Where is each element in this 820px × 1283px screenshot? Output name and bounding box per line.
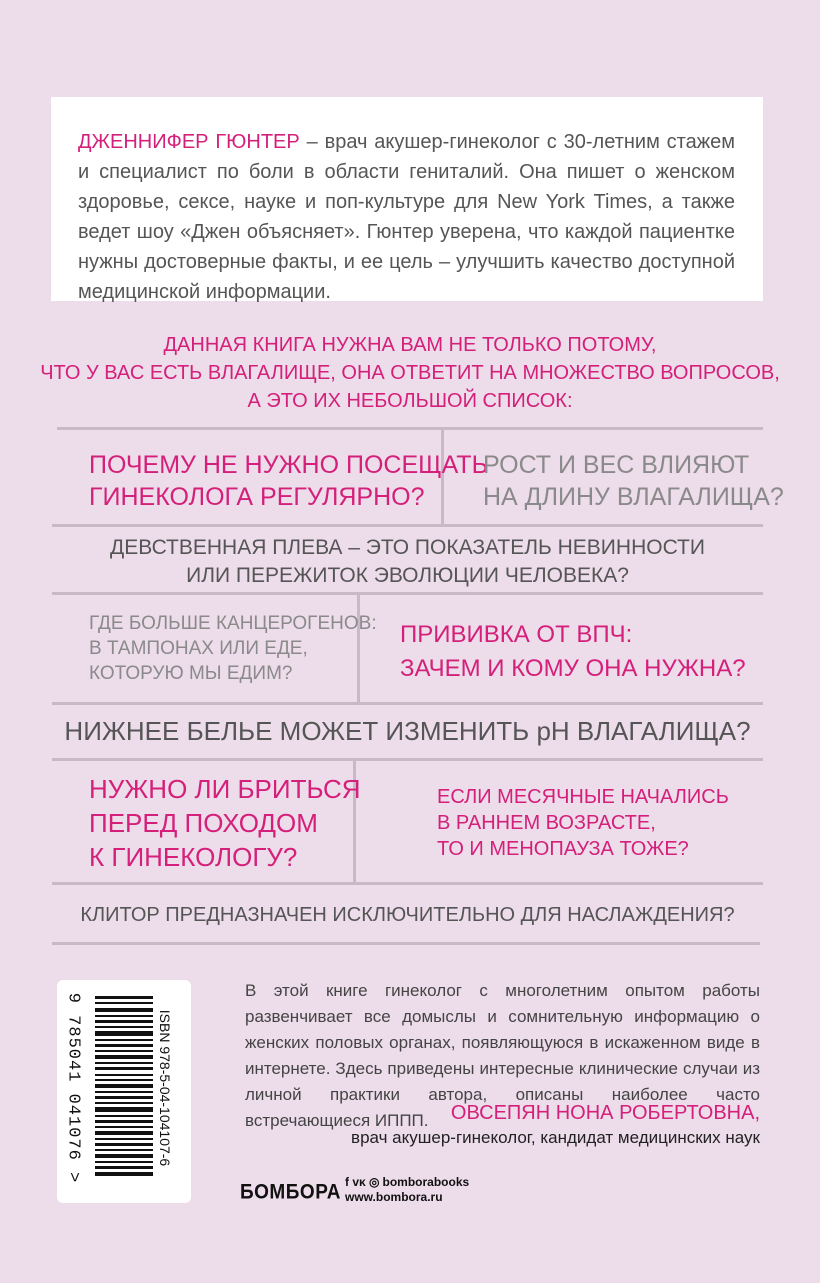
isbn-barcode [57, 980, 191, 1203]
author-name: ДЖЕННИФЕР ГЮНТЕР [78, 131, 300, 153]
review-text: В этой книге гинеколог с многолетним опытом работы развенчивает все домыслы и сомнительную информацию о женских половых органах, появляющуюся в искаженном виде в интернете. Здесь приведены интересные клинические случаи из личной практики автора, описаны наиболее часто встречающиеся ИППП. [245, 981, 760, 1130]
isbn-number: ISBN 978-5-04-104107-6 [157, 1009, 173, 1167]
question-line: ПРИВИВКА ОТ ВПЧ: [400, 621, 633, 648]
divider-line [57, 427, 763, 430]
divider-line [52, 758, 763, 761]
question-line: КОТОРУЮ МЫ ЕДИМ? [89, 663, 293, 684]
barcode-icon [95, 996, 153, 1176]
publisher-social [345, 1175, 469, 1205]
question-line: ГДЕ БОЛЬШЕ КАНЦЕРОГЕНОВ: [89, 613, 377, 634]
publisher-logo: БОМБОРА [240, 1180, 341, 1204]
question-line: ИЛИ ПЕРЕЖИТОК ЭВОЛЮЦИИ ЧЕЛОВЕКА? [186, 564, 629, 587]
publisher-site: www.bombora.ru [345, 1190, 443, 1204]
question-line: В РАННЕМ ВОЗРАСТЕ, [437, 812, 656, 834]
intro-line: А ЭТО ИХ НЕБОЛЬШОЙ СПИСОК: [247, 390, 573, 412]
intro-line: ДАННАЯ КНИГА НУЖНА ВАМ НЕ ТОЛЬКО ПОТОМУ, [163, 334, 657, 356]
social-icons: f ᴠᴋ ◎ [345, 1175, 380, 1189]
question-hymen [52, 534, 763, 590]
question-clitoris: КЛИТОР ПРЕДНАЗНАЧЕН ИСКЛЮЧИТЕЛЬНО ДЛЯ НАСЛАЖДЕНИЯ? [80, 904, 735, 926]
question-gynecologist-visits [89, 449, 488, 513]
social-handle: bomborabooks [382, 1175, 470, 1189]
question-carcinogens [89, 611, 377, 686]
intro-line: ЧТО У ВАС ЕСТЬ ВЛАГАЛИЩЕ, ОНА ОТВЕТИТ НА МНОЖЕСТВО ВОПРОСОВ, [40, 362, 780, 384]
question-line: ПОЧЕМУ НЕ НУЖНО ПОСЕЩАТЬ [89, 451, 488, 479]
question-menopause [437, 784, 729, 862]
question-line: ЕСЛИ МЕСЯЧНЫЕ НАЧАЛИСЬ [437, 786, 729, 808]
review-author: ОВСЕПЯН НОНА РОБЕРТОВНА, [450, 1102, 760, 1124]
question-line: РОСТ И ВЕС ВЛИЯЮТ [483, 451, 750, 479]
question-hpv-vaccine [400, 618, 746, 686]
author-bio-text: – врач акушер-гинеколог с 30-летним стажем и специалист по боли в области гениталий. Она пишет о женском здоровье, сексе, науке и поп-культуре для New York Times, а также ведет шоу «Джен объясняет». Гюнтер уверена, что каждой пациентке нужны достоверные факты, и ее цель – улучшить качество доступной медицинской информации. [78, 131, 735, 303]
review-author-role: врач акушер-гинеколог, кандидат медицинских наук [351, 1128, 760, 1147]
divider-line [52, 524, 763, 527]
ean-digits: 9 785041 041076 > [63, 992, 83, 1184]
question-line: ПЕРЕД ПОХОДОМ [89, 808, 318, 838]
divider-line [52, 942, 760, 945]
question-line: ТО И МЕНОПАУЗА ТОЖЕ? [437, 838, 689, 860]
question-shaving [89, 772, 361, 874]
question-line: ГИНЕКОЛОГА РЕГУЛЯРНО? [89, 483, 425, 511]
question-line: В ТАМПОНАХ ИЛИ ЕДЕ, [89, 638, 308, 659]
divider-line [52, 882, 763, 885]
question-underwear-ph: НИЖНЕЕ БЕЛЬЕ МОЖЕТ ИЗМЕНИТЬ pH ВЛАГАЛИЩА? [64, 716, 751, 746]
question-line: К ГИНЕКОЛОГУ? [89, 842, 298, 872]
question-line: НА ДЛИНУ ВЛАГАЛИЩА? [483, 483, 784, 511]
question-line: ДЕВСТВЕННАЯ ПЛЕВА – ЭТО ПОКАЗАТЕЛЬ НЕВИННОСТИ [110, 536, 705, 559]
divider-line [52, 702, 763, 705]
question-line: НУЖНО ЛИ БРИТЬСЯ [89, 774, 361, 804]
question-line: ЗАЧЕМ И КОМУ ОНА НУЖНА? [400, 655, 746, 682]
question-height-weight [483, 449, 784, 513]
intro-block [0, 331, 820, 415]
author-bio-box [51, 97, 763, 301]
divider-line [52, 592, 763, 595]
